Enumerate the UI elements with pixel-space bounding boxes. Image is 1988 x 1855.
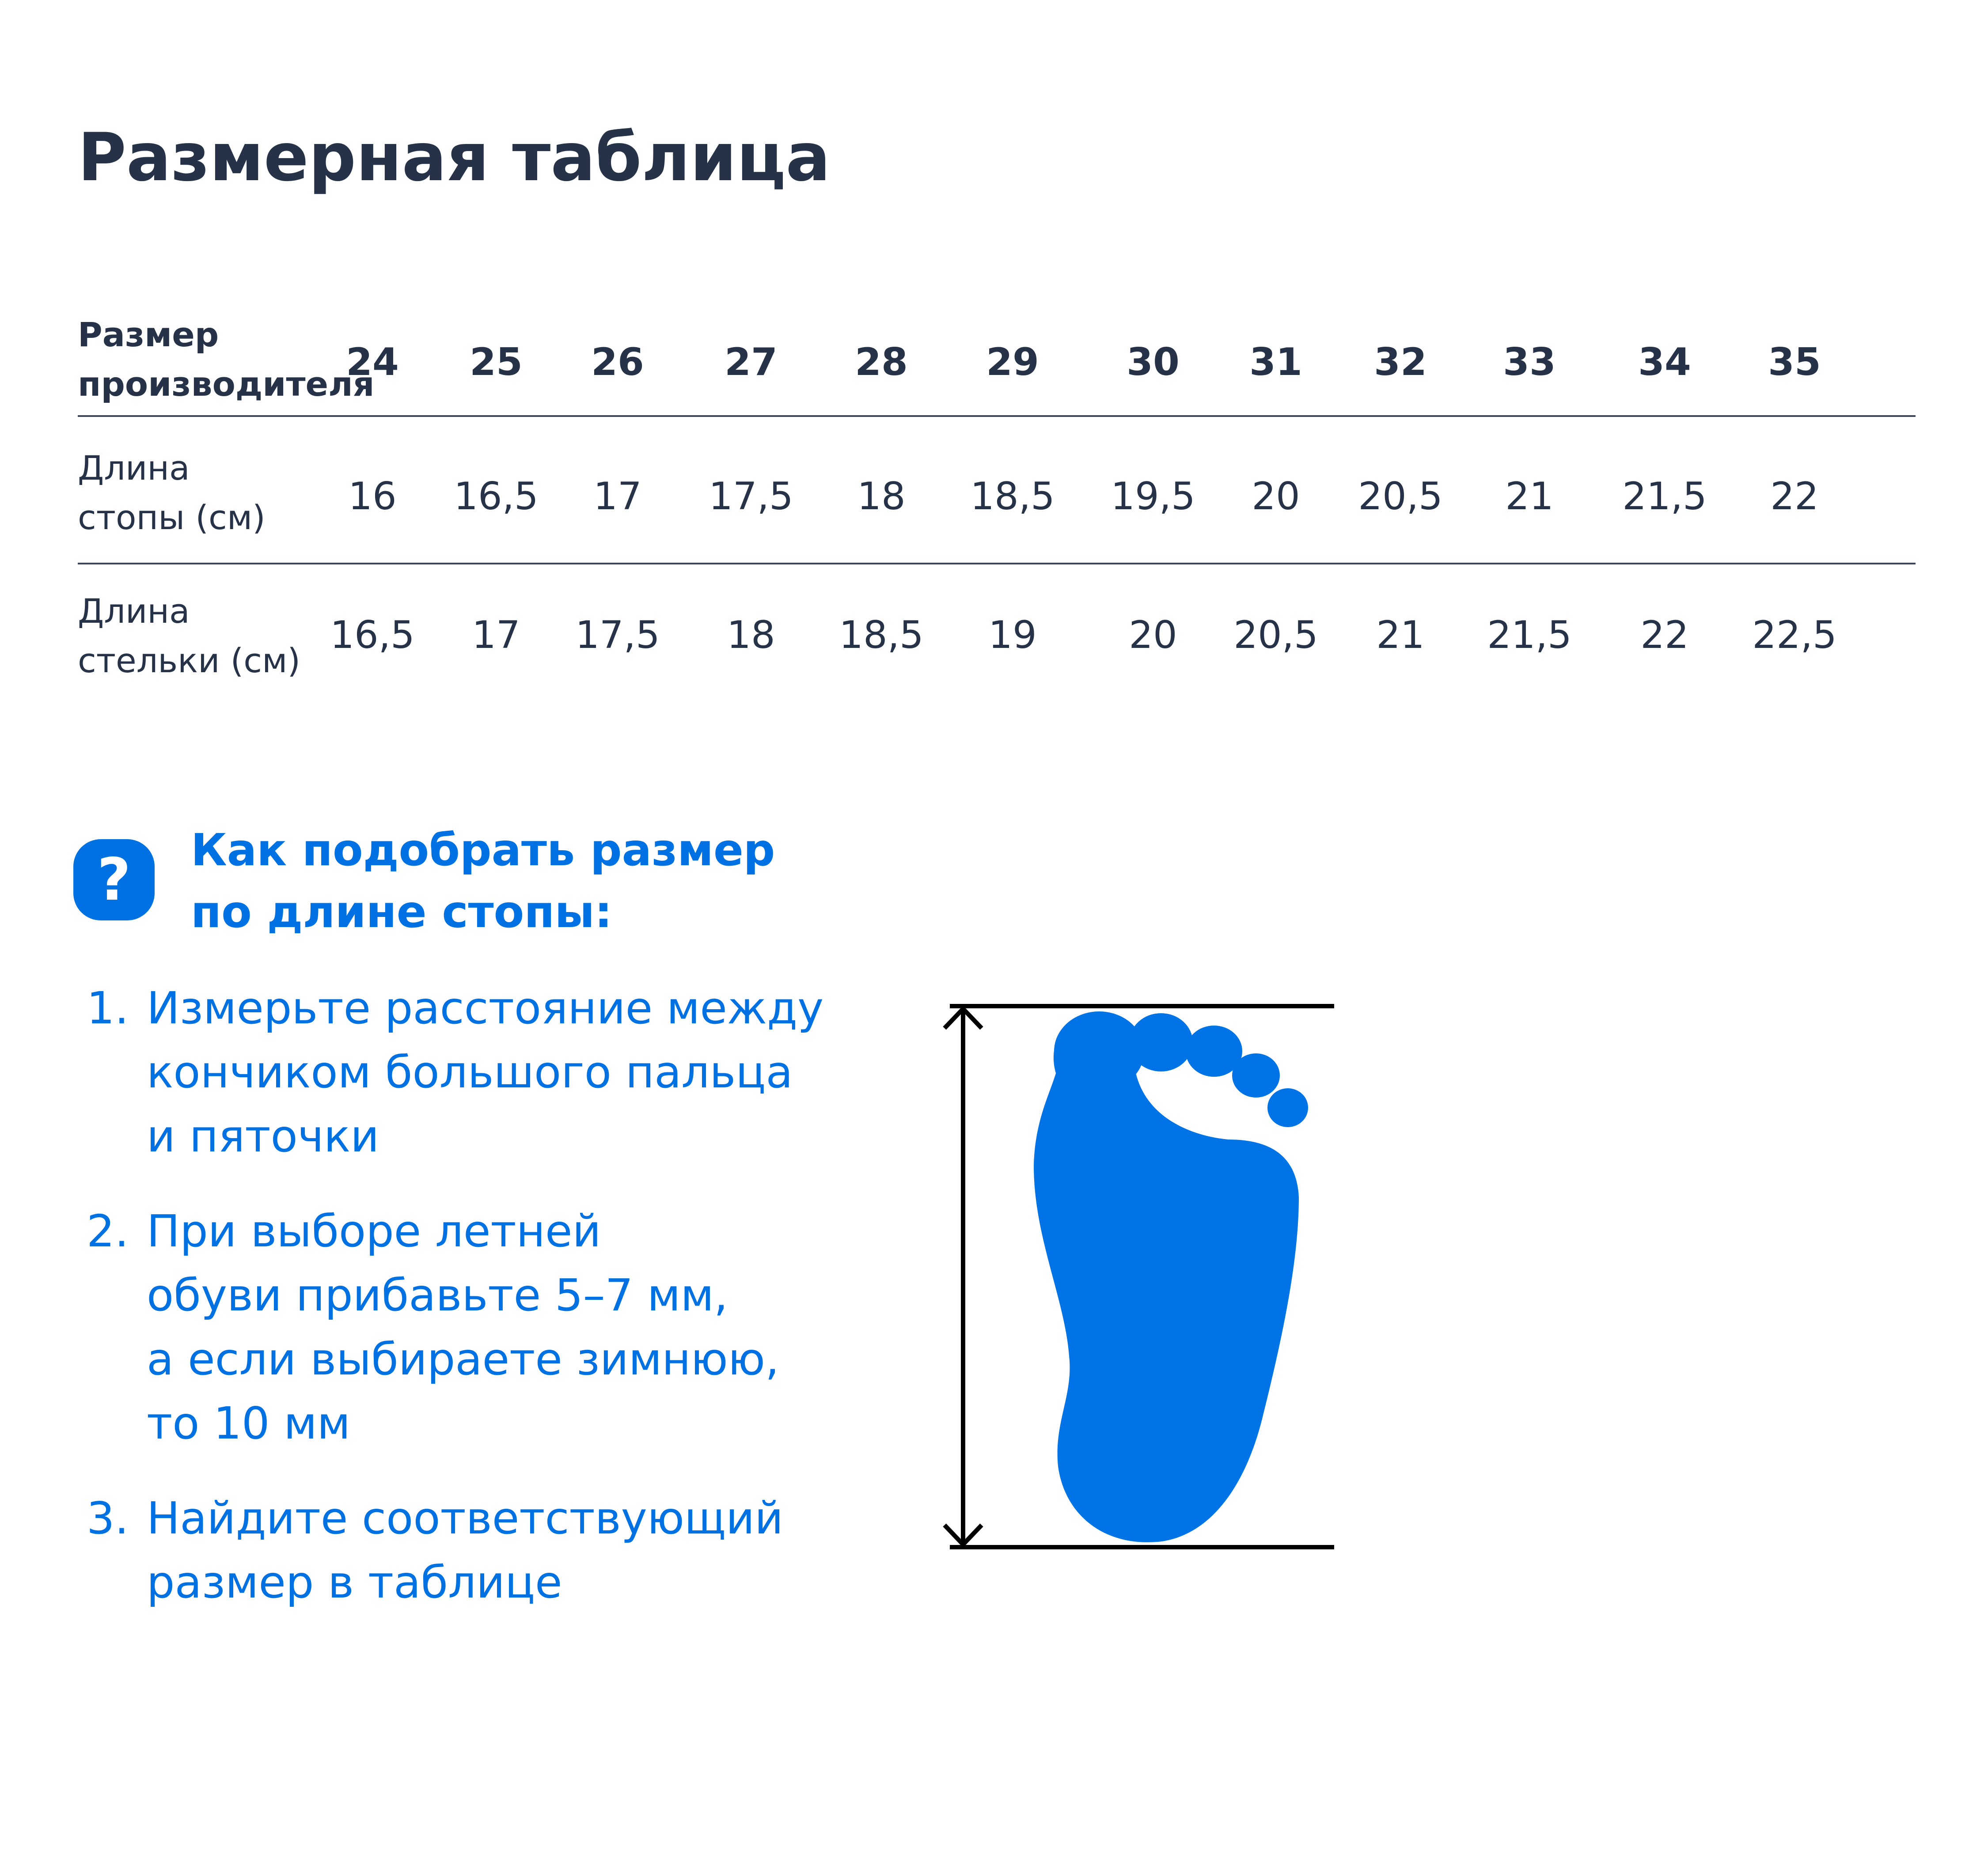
step-text-line: Измерьте расстояние между	[147, 982, 824, 1034]
size-cell: 24	[346, 340, 399, 384]
step-text-line: а если выбираете зимнюю,	[147, 1333, 779, 1385]
size-cell: 31	[1249, 340, 1302, 384]
step-text-line: При выборе летней	[147, 1205, 601, 1257]
size-cell: 25	[470, 340, 523, 384]
foot-length-cell: 19,5	[1111, 474, 1195, 519]
insole-length-cell: 17,5	[575, 613, 660, 657]
insole-length-cell: 22	[1640, 613, 1689, 657]
insole-length-label: Длина стельки (см)	[78, 591, 301, 680]
table-header-row	[78, 305, 1916, 417]
step-number: 2.	[87, 1205, 129, 1257]
insole-length-row	[78, 564, 1916, 706]
step-number: 1.	[87, 982, 129, 1034]
foot-length-cell: 16	[348, 474, 397, 519]
manufacturer-size-label: Размер производителя	[78, 315, 375, 404]
insole-length-cell: 20,5	[1233, 613, 1318, 657]
step-text-line: Найдите соответствующий	[147, 1492, 784, 1544]
foot-length-cell: 16,5	[454, 474, 539, 519]
foot-length-label: Длина стопы (см)	[78, 448, 266, 537]
insole-length-cell: 18,5	[839, 613, 924, 657]
foot-length-cell: 18,5	[970, 474, 1055, 519]
insole-length-cell: 17	[472, 613, 520, 657]
insole-length-cell: 19	[988, 613, 1037, 657]
instruction-steps	[87, 976, 838, 1645]
step-number: 3.	[87, 1492, 129, 1544]
size-cell: 26	[591, 340, 644, 384]
step-text-line: то 10 мм	[147, 1397, 351, 1449]
instruction-step	[87, 976, 838, 1168]
foot-length-cell: 21,5	[1622, 474, 1707, 519]
size-cell: 32	[1374, 340, 1427, 384]
foot-length-cell: 17	[593, 474, 642, 519]
foot-length-cell: 22	[1770, 474, 1819, 519]
size-cell: 27	[725, 340, 778, 384]
insole-length-cell: 16,5	[330, 613, 415, 657]
page-title: Размерная таблица	[78, 119, 831, 196]
step-text-line: кончиком большого пальца	[147, 1046, 793, 1098]
foot-measurement-illustration	[937, 989, 1352, 1564]
insole-length-cell: 20	[1129, 613, 1177, 657]
insole-length-cell: 18	[727, 613, 775, 657]
instruction-step	[87, 1199, 838, 1455]
question-icon: ?	[73, 839, 155, 920]
step-text-line: обуви прибавьте 5–7 мм,	[147, 1269, 728, 1321]
size-cell: 28	[855, 340, 908, 384]
size-cell: 29	[986, 340, 1039, 384]
help-title: Как подобрать размер по длине стопы:	[191, 824, 775, 938]
foot-length-cell: 20	[1252, 474, 1300, 519]
foot-length-cell: 18	[857, 474, 906, 519]
insole-length-cell: 22,5	[1752, 613, 1837, 657]
size-table	[78, 305, 1916, 702]
foot-length-cell: 17,5	[709, 474, 793, 519]
foot-length-row	[78, 417, 1916, 564]
size-cell: 33	[1503, 340, 1556, 384]
insole-length-cell: 21,5	[1487, 613, 1572, 657]
foot-length-cell: 20,5	[1358, 474, 1443, 519]
step-text-line: размер в таблице	[147, 1556, 562, 1608]
size-cell: 30	[1127, 340, 1180, 384]
size-cell: 34	[1638, 340, 1691, 384]
foot-icon	[1034, 1011, 1308, 1542]
insole-length-cell: 21	[1376, 613, 1425, 657]
step-text-line: и пяточки	[147, 1110, 379, 1162]
instruction-step	[87, 1486, 838, 1614]
size-cell: 35	[1768, 340, 1821, 384]
foot-length-cell: 21	[1505, 474, 1554, 519]
